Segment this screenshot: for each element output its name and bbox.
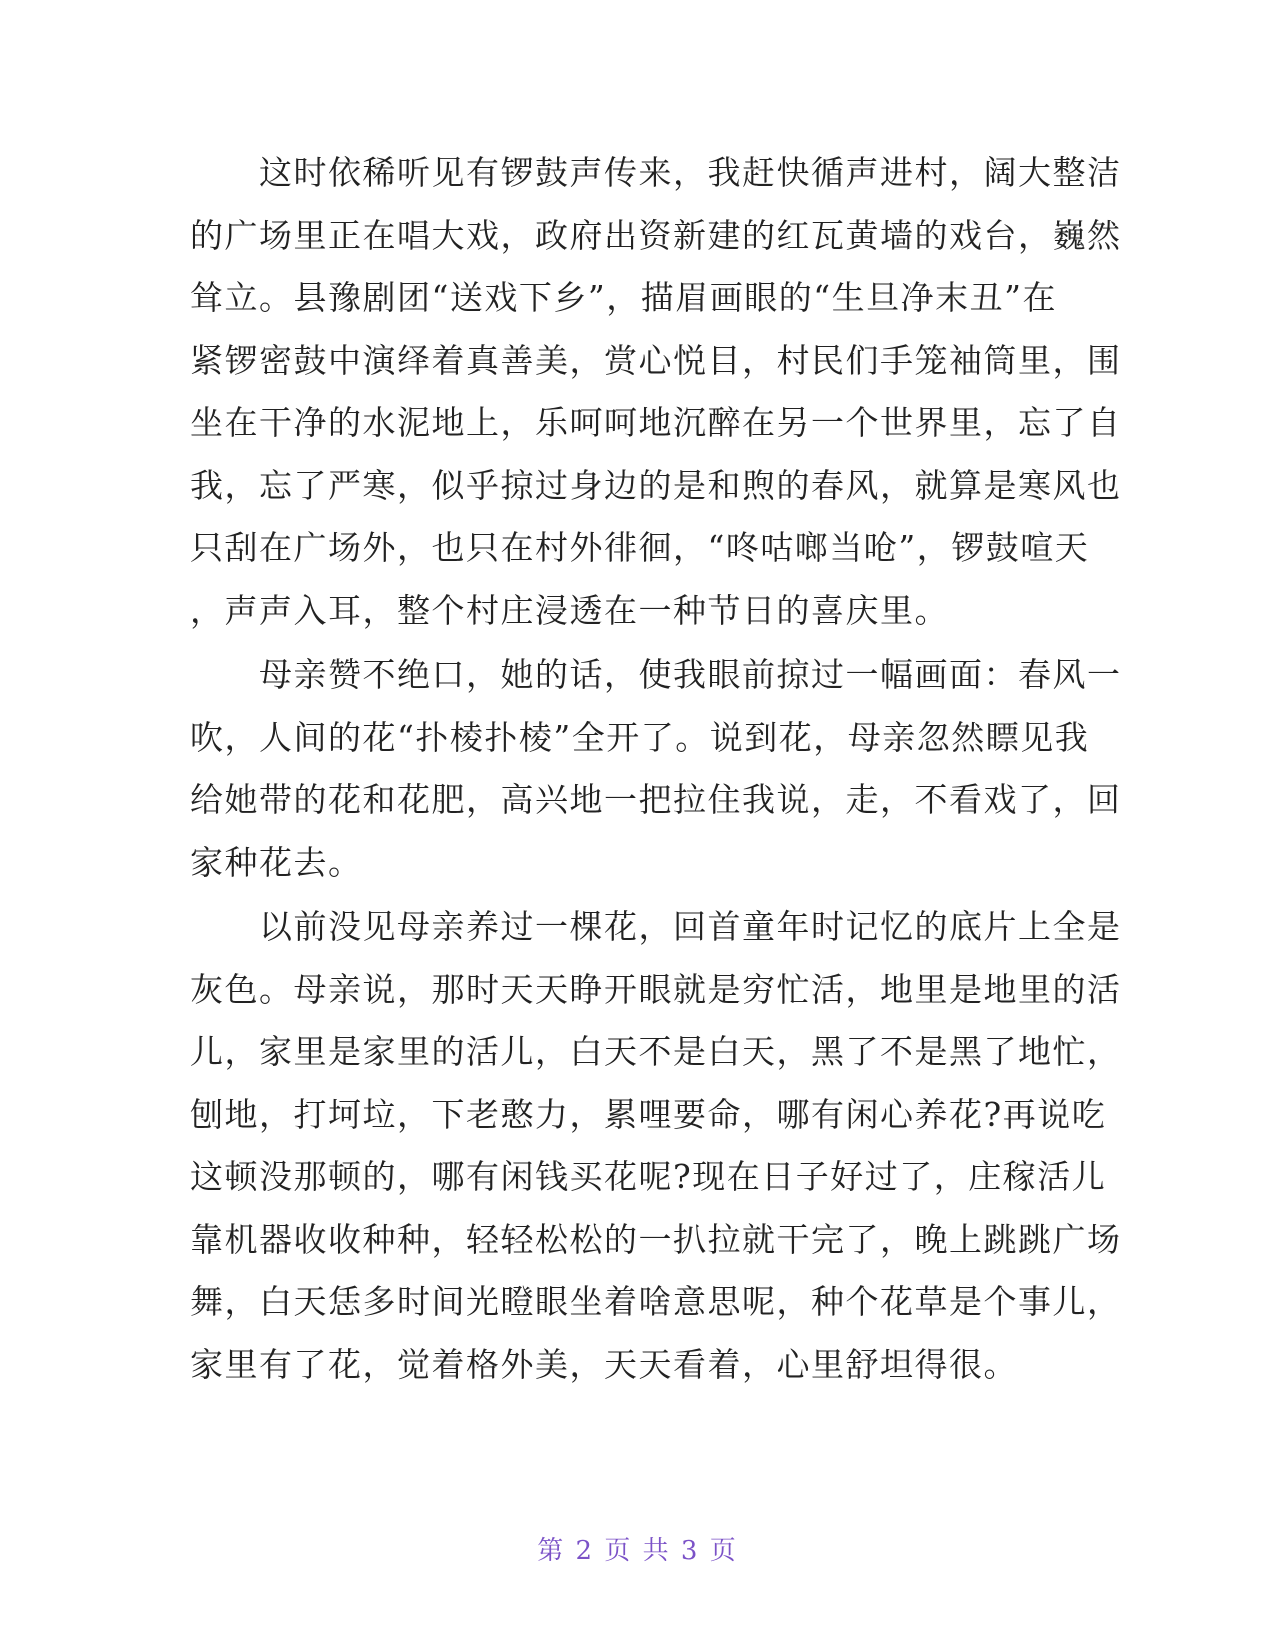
- text-line: 刨地，打坷垃，下老憨力，累哩要命，哪有闲心养花?再说吃: [190, 1094, 1107, 1134]
- paragraph: [190, 896, 1122, 1396]
- text-line: 这顿没那顿的，哪有闲钱买花呢?现在日子好过了，庄稼活儿: [190, 1157, 1107, 1196]
- text-line: 母亲赞不绝口，她的话，使我眼前掠过一幅画面：春风一: [190, 655, 1122, 694]
- text-line: 坐在干净的水泥地上，乐呵呵地沉醉在另一个世界里，忘了自: [190, 403, 1122, 442]
- text-line: 吹，人间的花“扑棱扑棱”全开了。说到花，母亲忽然瞟见我: [190, 717, 1090, 757]
- text-line: 家里有了花，觉着格外美，天天看着，心里舒坦得很。: [190, 1344, 1018, 1384]
- page-number-footer: 第 2 页 共 3 页: [537, 1536, 738, 1566]
- text-line: 给她带的花和花肥，高兴地一把拉住我说，走，不看戏了，回: [190, 780, 1122, 819]
- text-line: 我，忘了严寒，似乎掠过身边的是和煦的春风，就算是寒风也: [190, 465, 1122, 505]
- document-body: [190, 142, 1122, 1396]
- text-line: 只刮在广场外，也只在村外徘徊，“咚咕啷当呛”，锣鼓喧天: [190, 528, 1090, 567]
- text-line: 舞，白天恁多时间光瞪眼坐着啥意思呢，种个花草是个事儿，: [190, 1282, 1122, 1321]
- paragraph: [190, 142, 1122, 642]
- text-line: 这时依稀听见有锣鼓声传来，我赶快循声进村，阔大整洁: [190, 153, 1122, 192]
- text-line: 靠机器收收种种，轻轻松松的一扒拉就干完了，晚上跳跳广场: [190, 1219, 1122, 1259]
- text-line: ，声声入耳，整个村庄浸透在一种节日的喜庆里。: [190, 590, 949, 630]
- text-line: 的广场里正在唱大戏，政府出资新建的红瓦黄墙的戏台，巍然: [190, 215, 1122, 255]
- text-line: 紧锣密鼓中演绎着真善美，赏心悦目，村民们手笼袖筒里，围: [190, 340, 1122, 380]
- text-line: 以前没见母亲养过一棵花，回首童年时记忆的底片上全是: [190, 907, 1122, 946]
- paragraph: [190, 644, 1122, 894]
- text-line: 灰色。母亲说，那时天天睁开眼就是穷忙活，地里是地里的活: [190, 969, 1122, 1009]
- text-line: 耸立。县豫剧团“送戏下乡”，描眉画眼的“生旦净末丑”在: [190, 278, 1057, 317]
- text-line: 家种花去。: [190, 842, 363, 882]
- text-line: 儿，家里是家里的活儿，白天不是白天，黑了不是黑了地忙，: [190, 1032, 1122, 1071]
